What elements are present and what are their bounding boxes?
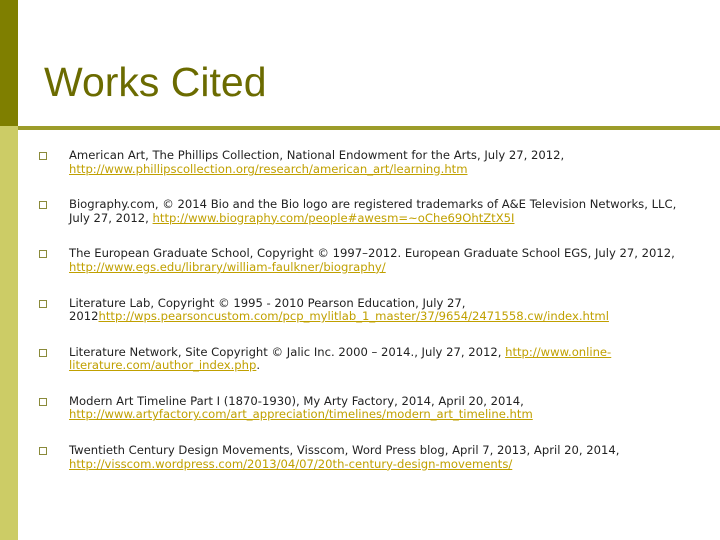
- reference-item: [39, 247, 679, 296]
- reference-text: [69, 444, 679, 471]
- reference-link[interactable]: http://www.online-literature.com/author_index.php: [69, 344, 612, 373]
- reference-citation: Biography.com, © 2014 Bio and the Bio logo are registered trademarks of A&E Television Networks, LLC, July 27, 2012,: [69, 197, 677, 225]
- reference-item: [39, 198, 679, 247]
- title-divider: [18, 126, 720, 130]
- reference-citation: Literature Lab, Copyright © 1995 - 2010 Pearson Education, July 27, 2012: [69, 295, 466, 324]
- bullet-square-icon: [39, 250, 47, 258]
- reference-citation: Twentieth Century Design Movements, Visscom, Word Press blog, April 7, 2013, April 20, 2014,: [69, 443, 620, 458]
- reference-link[interactable]: http://www.biography.com/people#awesm=~oChe69OhtZtX5I: [152, 210, 515, 225]
- bullet-square-icon: [39, 398, 47, 406]
- reference-link[interactable]: http://visscom.wordpress.com/2013/04/07/20th-century-design-movements/: [69, 456, 513, 471]
- sidebar-accent-light: [0, 126, 18, 540]
- reference-citation: Modern Art Timeline Part I (1870-1930), My Arty Factory, 2014, April 20, 2014,: [69, 393, 524, 408]
- reference-list: [39, 149, 679, 493]
- reference-text: [69, 346, 679, 373]
- reference-text: [69, 297, 679, 324]
- bullet-square-icon: [39, 447, 47, 455]
- reference-item: [39, 346, 679, 395]
- bullet-square-icon: [39, 201, 47, 209]
- reference-text: [69, 395, 679, 422]
- reference-link[interactable]: http://www.egs.edu/library/william-faulkner/biography/: [69, 259, 386, 274]
- reference-citation: Literature Network, Site Copyright © Jalic Inc. 2000 – 2014., July 27, 2012,: [69, 344, 506, 359]
- reference-link[interactable]: http://www.artyfactory.com/art_appreciation/timelines/modern_art_timeline.htm: [69, 407, 533, 422]
- reference-item: [39, 395, 679, 444]
- reference-citation: American Art, The Phillips Collection, National Endowment for the Arts, July 27, 2012,: [69, 148, 565, 162]
- bullet-square-icon: [39, 152, 47, 160]
- reference-item: [39, 149, 679, 198]
- reference-text: [69, 149, 679, 176]
- reference-suffix: .: [256, 358, 261, 373]
- reference-text: [69, 198, 679, 225]
- reference-text: [69, 247, 679, 274]
- sidebar-accent-dark: [0, 0, 18, 126]
- reference-item: [39, 297, 679, 346]
- bullet-square-icon: [39, 349, 47, 357]
- page-title: Works Cited: [44, 59, 267, 105]
- bullet-square-icon: [39, 300, 47, 308]
- reference-link[interactable]: http://www.phillipscollection.org/research/american_art/learning.htm: [69, 161, 468, 176]
- reference-link[interactable]: http://wps.pearsoncustom.com/pcp_mylitlab_1_master/37/9654/2471558.cw/index.html: [98, 309, 609, 324]
- reference-item: [39, 444, 679, 493]
- reference-citation: The European Graduate School, Copyright © 1997–2012. European Graduate School EGS, July 27, 2012,: [69, 246, 675, 261]
